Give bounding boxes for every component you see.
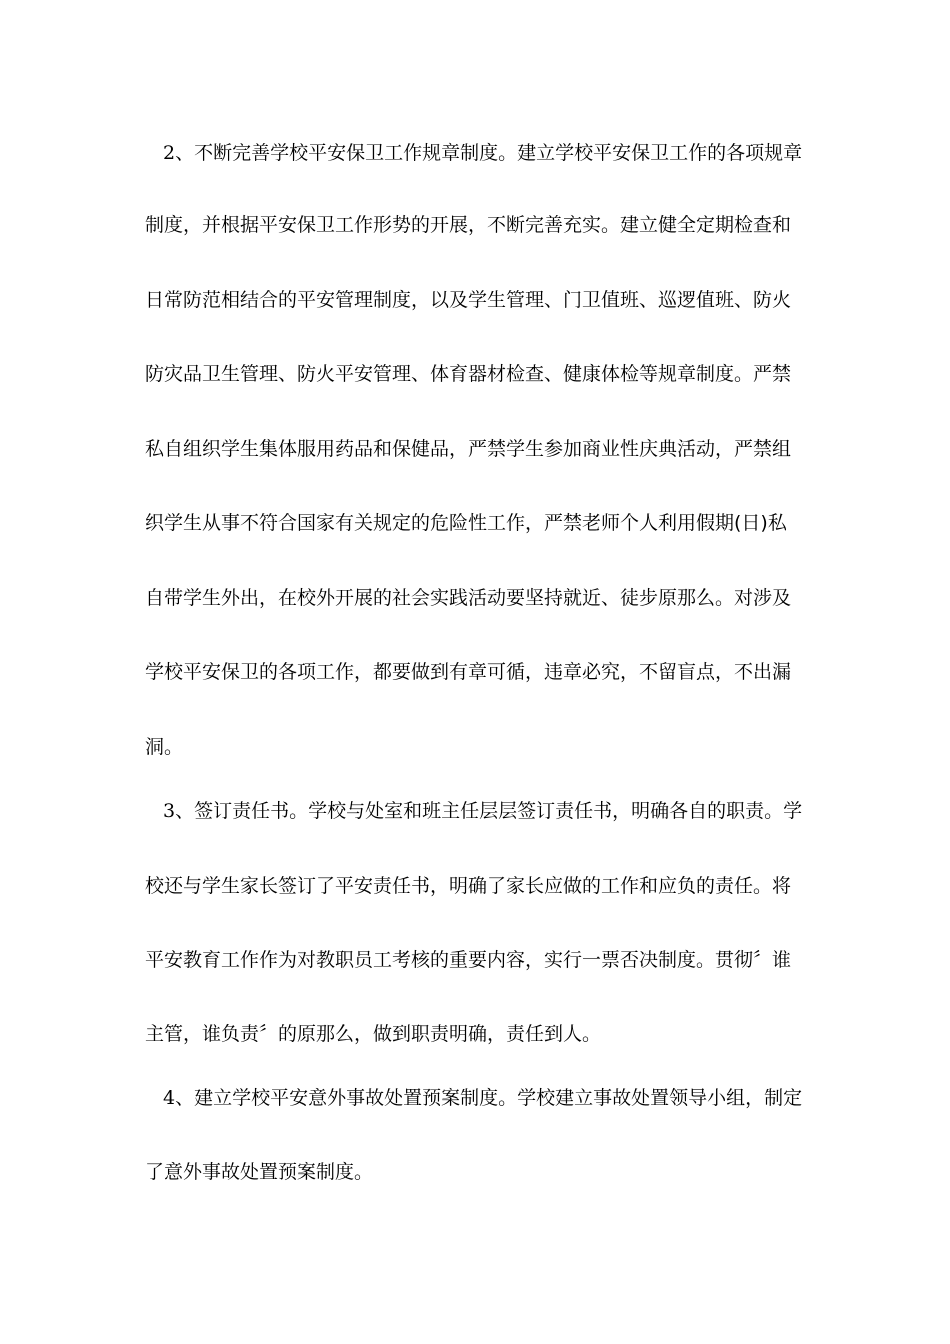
paragraph-2-line-8: 学校平安保卫的各项工作，都要做到有章可循，违章必究，不留盲点，不出漏 (145, 661, 792, 683)
paragraph-2-line-4: 防灾品卫生管理、防火平安管理、体育器材检查、健康体检等规章制度。严禁 (145, 363, 792, 385)
paragraph-2-number: 2 (163, 142, 176, 164)
paragraph-4-line-2: 了意外事故处置预案制度。 (145, 1161, 374, 1183)
paragraph-2-line-3: 日常防范相结合的平安管理制度，以及学生管理、门卫值班、巡逻值班、防火 (145, 289, 792, 311)
paragraph-3-line-1 (163, 798, 802, 824)
paragraph-2-line-6: 织学生从事不符合国家有关规定的危险性工作，严禁老师个人利用假期(日)私 (145, 512, 787, 534)
paragraph-4-number: 4 (163, 1087, 176, 1109)
paragraph-3-number: 3 (163, 800, 176, 822)
paragraph-2-line-5: 私自组织学生集体服用药品和保健品，严禁学生参加商业性庆典活动，严禁组 (145, 438, 792, 460)
paragraph-4-line-1-text: 、建立学校平安意外事故处置预案制度。学校建立事故处置领导小组，制定 (175, 1087, 803, 1109)
paragraph-2-line-1-text: 、不断完善学校平安保卫工作规章制度。建立学校平安保卫工作的各项规章 (175, 142, 803, 164)
paragraph-3-line-3: 平安教育工作作为对教职员工考核的重要内容，实行一票否决制度。贯彻〞谁 (145, 949, 792, 971)
paragraph-2-line-9: 洞。 (145, 736, 184, 758)
paragraph-4-line-1 (163, 1085, 802, 1111)
paragraph-3-line-4: 主管，谁负责〞的原那么，做到职责明确，责任到人。 (145, 1023, 602, 1045)
paragraph-2-line-7: 自带学生外出，在校外开展的社会实践活动要坚持就近、徒步原那么。对涉及 (145, 587, 792, 609)
paragraph-2-line-1 (163, 140, 802, 166)
paragraph-3-line-2: 校还与学生家长签订了平安责任书，明确了家长应做的工作和应负的责任。将 (145, 875, 792, 897)
paragraph-3-line-1-text: 、签订责任书。学校与处室和班主任层层签订责任书，明确各自的职责。学 (175, 800, 803, 822)
paragraph-2-line-2: 制度，并根据平安保卫工作形势的开展，不断完善充实。建立健全定期检查和 (145, 214, 792, 236)
